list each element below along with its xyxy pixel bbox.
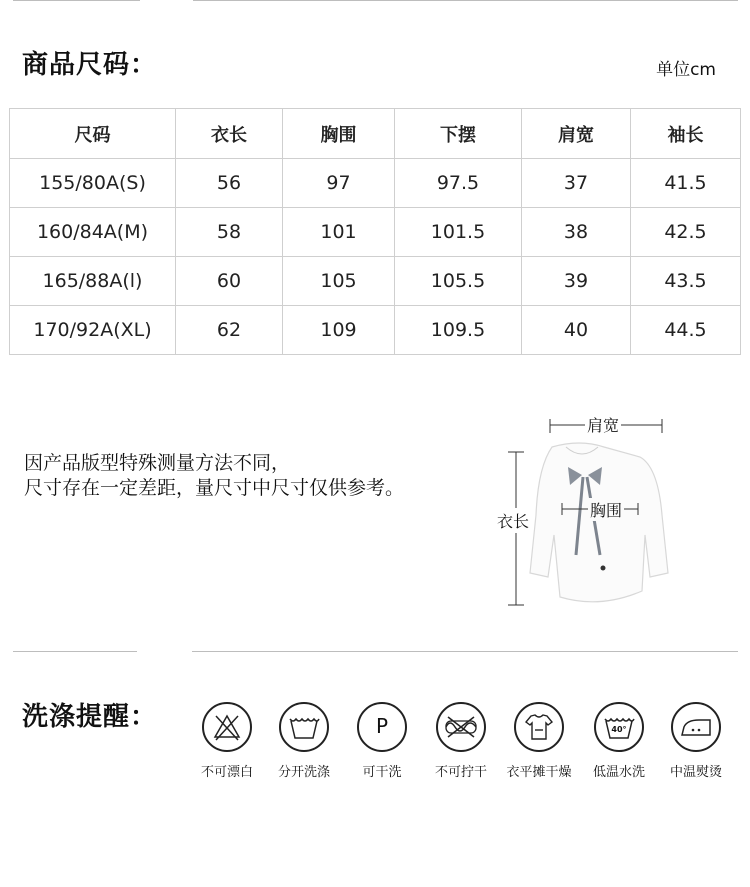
header-size: 尺码 [10,109,176,159]
size-table [9,108,741,355]
section-divider-right [192,651,738,652]
care-label: 衣平摊干燥 [506,765,572,780]
measurement-note [24,451,404,501]
table-cell: 165/88A(l) [10,257,176,306]
length-measure-label: 衣长 [497,508,529,533]
table-cell: 97.5 [395,159,522,208]
care-dry-flat [499,702,579,780]
dry-clean-symbol: P [375,714,389,738]
dry-clean-icon [357,702,407,752]
table-cell: 43.5 [631,257,741,306]
header-length: 衣长 [176,109,283,159]
chest-measure-label: 胸围 [588,498,624,521]
size-section-title: 商品尺码： [22,50,158,80]
care-label: 分开洗涤 [277,765,330,780]
top-divider-right [193,0,738,1]
table-cell: 38 [522,208,631,257]
wash-section-title: 洗涤提醒： [22,702,158,732]
table-cell: 97 [283,159,395,208]
table-cell: 39 [522,257,631,306]
care-low-temp-wash [579,702,659,780]
table-cell: 160/84A(M) [10,208,176,257]
section-divider-left [13,651,137,652]
care-dry-clean [342,702,422,780]
care-medium-iron [656,702,736,780]
separate-wash-icon [279,702,329,752]
table-cell: 101.5 [395,208,522,257]
note-line-1: 因产品版型特殊测量方法不同， [24,452,291,474]
care-label: 中温熨烫 [669,765,722,780]
table-cell: 155/80A(S) [10,159,176,208]
care-no-wring [421,702,501,780]
table-cell: 101 [283,208,395,257]
table-cell: 62 [176,306,283,355]
table-cell: 40 [522,306,631,355]
header-shoulder: 肩宽 [522,109,631,159]
medium-iron-icon [671,702,721,752]
wash-temp-symbol: 40° [611,725,627,734]
garment-diagram [490,405,680,615]
table-row [10,257,741,306]
care-label: 不可漂白 [200,765,253,780]
low-temp-wash-icon [594,702,644,752]
care-separate-wash [264,702,344,780]
table-cell: 44.5 [631,306,741,355]
top-divider-left [13,0,140,1]
care-label: 低温水洗 [592,765,645,780]
care-no-bleach [187,702,267,780]
unit-label: 单位cm [656,60,716,80]
table-cell: 41.5 [631,159,741,208]
table-cell: 109 [283,306,395,355]
table-cell: 109.5 [395,306,522,355]
dry-flat-icon [514,702,564,752]
table-row [10,208,741,257]
shoulder-measure-label: 肩宽 [585,413,621,436]
table-cell: 42.5 [631,208,741,257]
table-cell: 105.5 [395,257,522,306]
table-header-row [10,109,741,159]
table-row [10,306,741,355]
table-cell: 60 [176,257,283,306]
table-cell: 170/92A(XL) [10,306,176,355]
table-cell: 105 [283,257,395,306]
no-bleach-icon [202,702,252,752]
header-hem: 下摆 [395,109,522,159]
table-cell: 56 [176,159,283,208]
note-line-2: 尺寸存在一定差距，量尺寸中尺寸仅供参考。 [24,477,405,499]
no-wring-icon [436,702,486,752]
table-cell: 37 [522,159,631,208]
table-cell: 58 [176,208,283,257]
header-sleeve: 袖长 [631,109,741,159]
header-chest: 胸围 [283,109,395,159]
care-label: 不可拧干 [434,765,487,780]
care-label: 可干洗 [362,765,402,780]
table-row [10,159,741,208]
